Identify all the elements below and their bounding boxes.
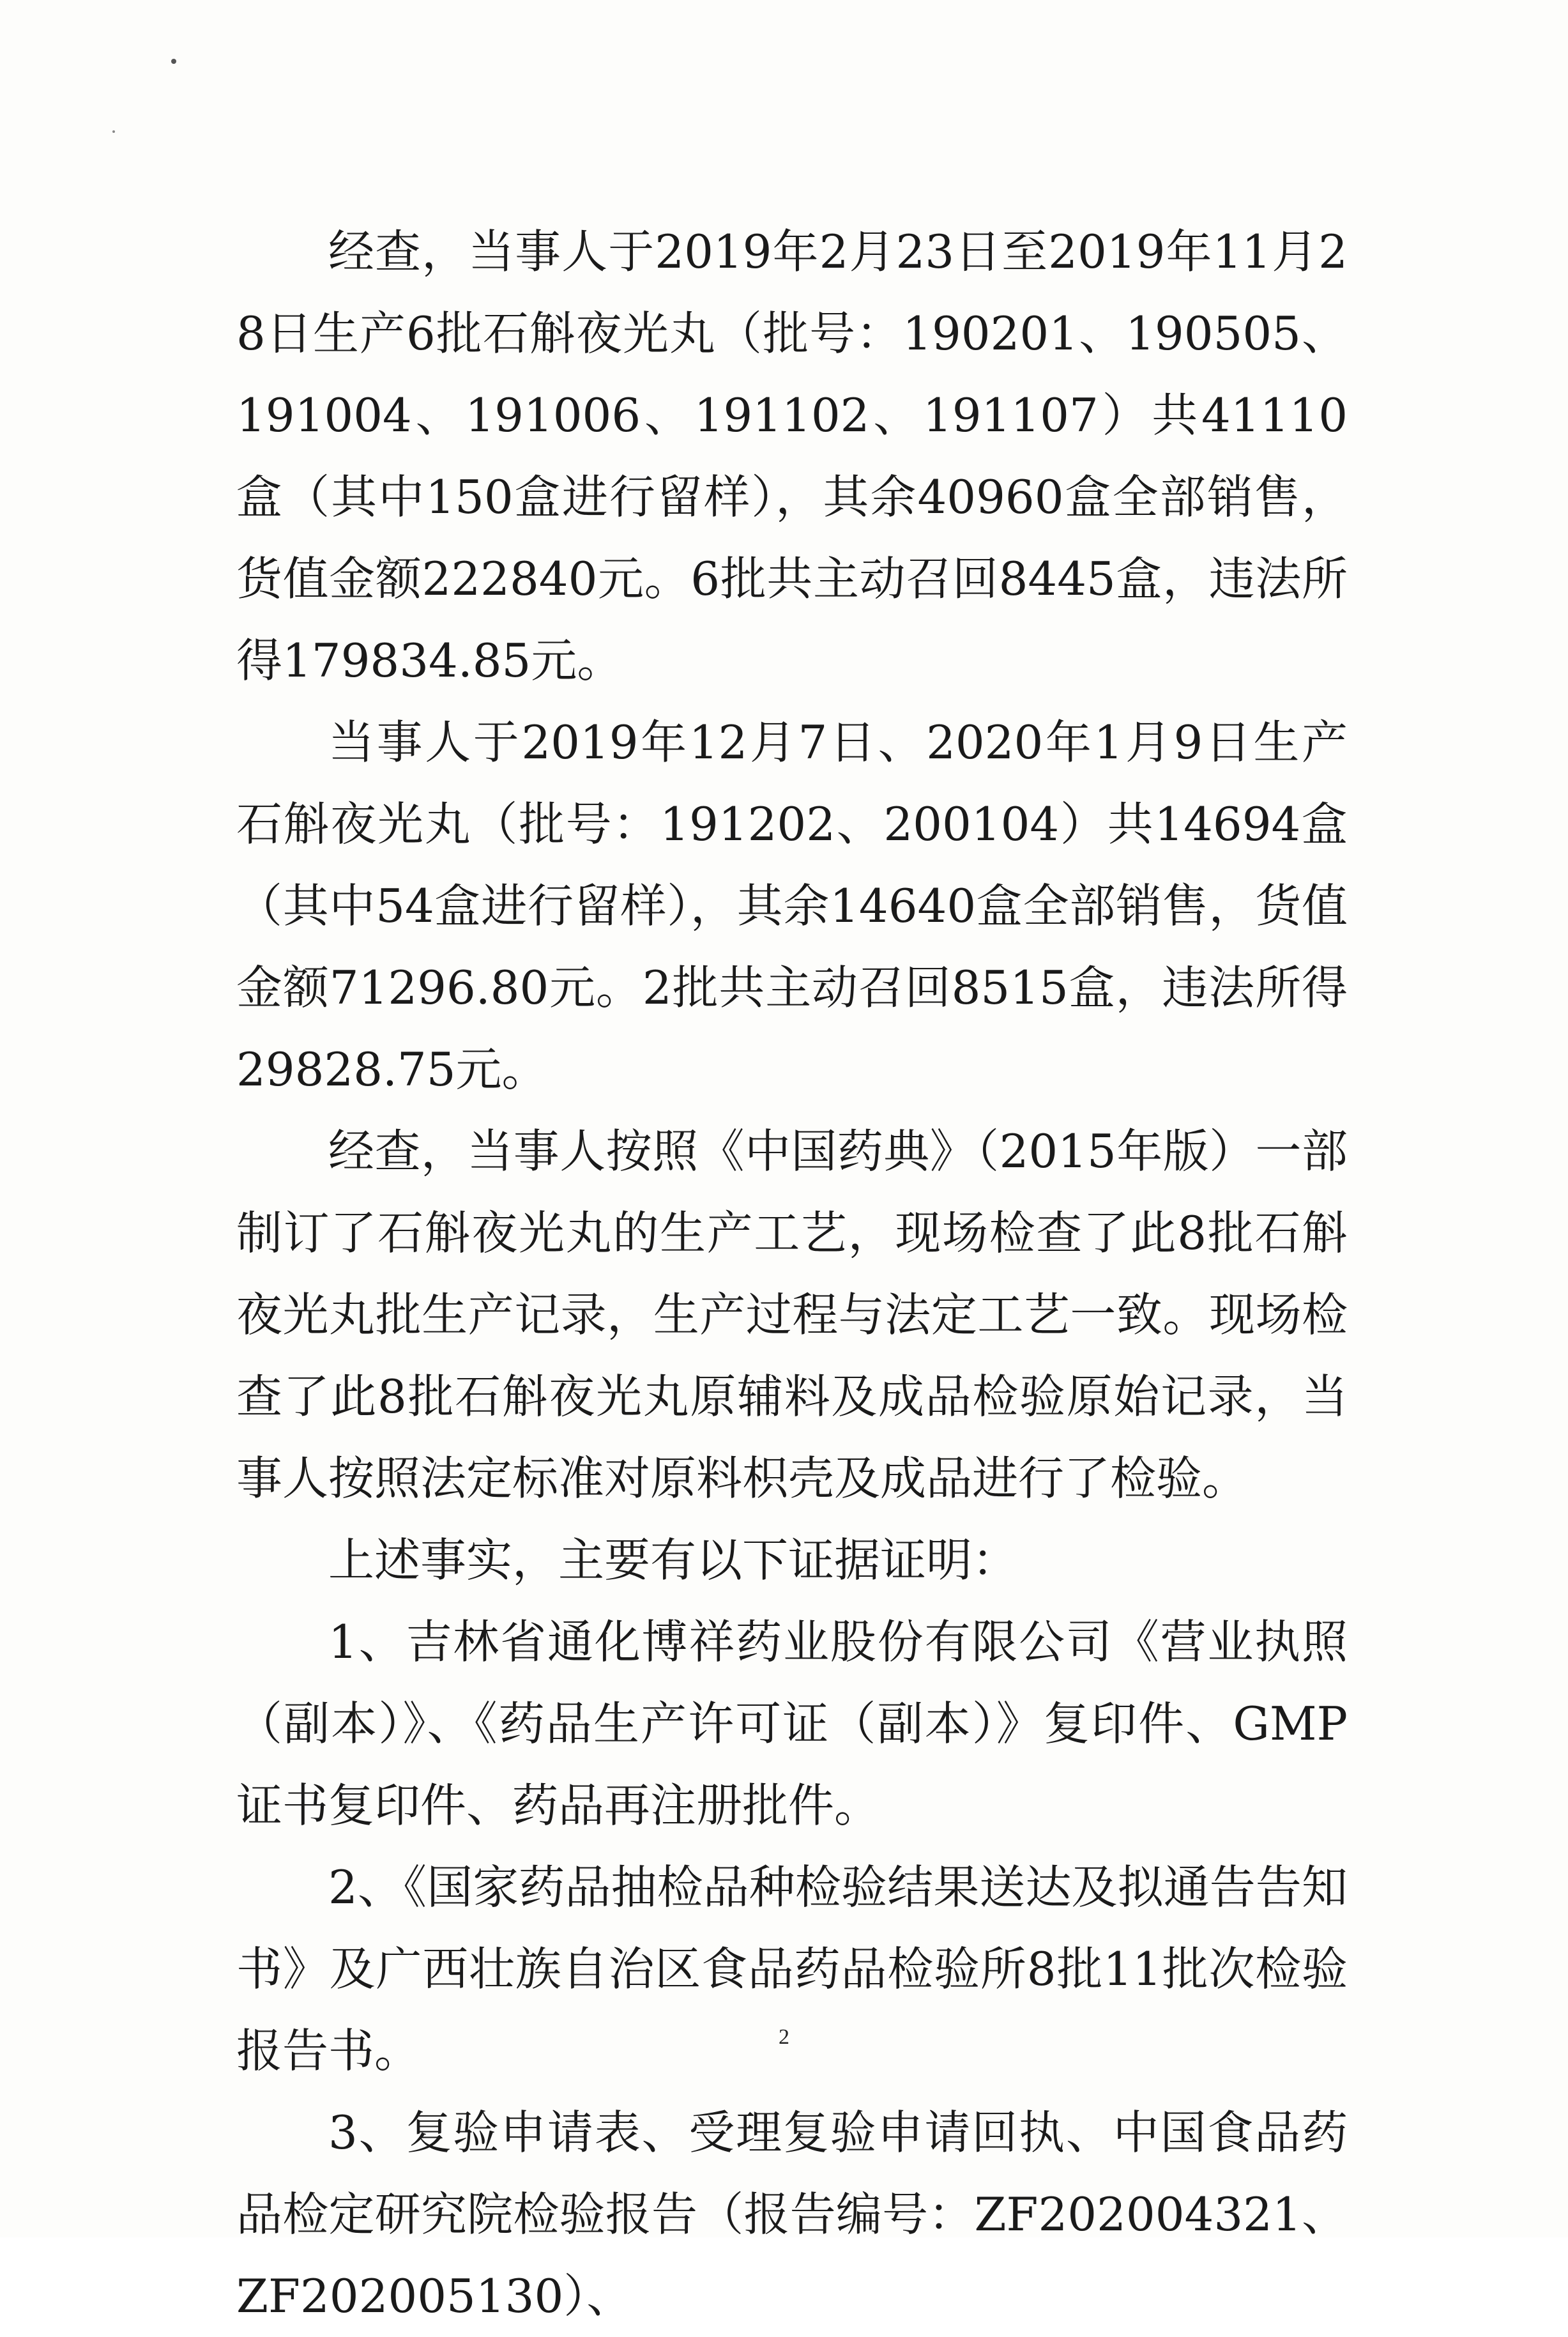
page-number: 2 xyxy=(779,2025,789,2049)
scan-speck xyxy=(171,59,176,64)
paragraph-evidence-intro: 上述事实，主要有以下证据证明： xyxy=(328,1533,1019,1587)
document-body xyxy=(236,211,1348,2337)
evidence-item-2: 2、《国家药品抽检品种检验结果送达及拟通告告知书》及广西壮族自治区食品药品检验所8批11批次检验报告书。 xyxy=(236,1860,1348,2078)
paragraph-investigation-batch-1: 经查，当事人于2019年2月23日至2019年11月28日生产6批石斛夜光丸（批号：190201、190505、191004、191006、191102、191107）共41110盒（其中150盒进行留样），其余40960盒全部销售，货值金额222840元。6批共主动召回8445盒，违法所得179834.85元。 xyxy=(236,225,1348,687)
paragraph-production-process: 经查，当事人按照《中国药典》（2015年版）一部制订了石斛夜光丸的生产工艺，现场检查了此8批石斛夜光丸批生产记录，生产过程与法定工艺一致。现场检查了此8批石斛夜光丸原辅料及成品检验原始记录，当事人按照法定标准对原料枳壳及成品进行了检验。 xyxy=(236,1124,1348,1505)
scan-speck xyxy=(112,130,115,133)
evidence-item-3: 3、复验申请表、受理复验申请回执、中国食品药品检定研究院检验报告（报告编号：ZF202004321、ZF202005130）、 xyxy=(236,2106,1348,2323)
evidence-item-1: 1、吉林省通化博祥药业股份有限公司《营业执照（副本）》、《药品生产许可证（副本）》复印件、GMP证书复印件、药品再注册批件。 xyxy=(236,1615,1348,1832)
paragraph-investigation-batch-2: 当事人于2019年12月7日、2020年1月9日生产石斛夜光丸（批号：191202、200104）共14694盒（其中54盒进行留样），其余14640盒全部销售，货值金额71296.80元。2批共主动召回8515盒，违法所得29828.75元。 xyxy=(236,716,1348,1096)
